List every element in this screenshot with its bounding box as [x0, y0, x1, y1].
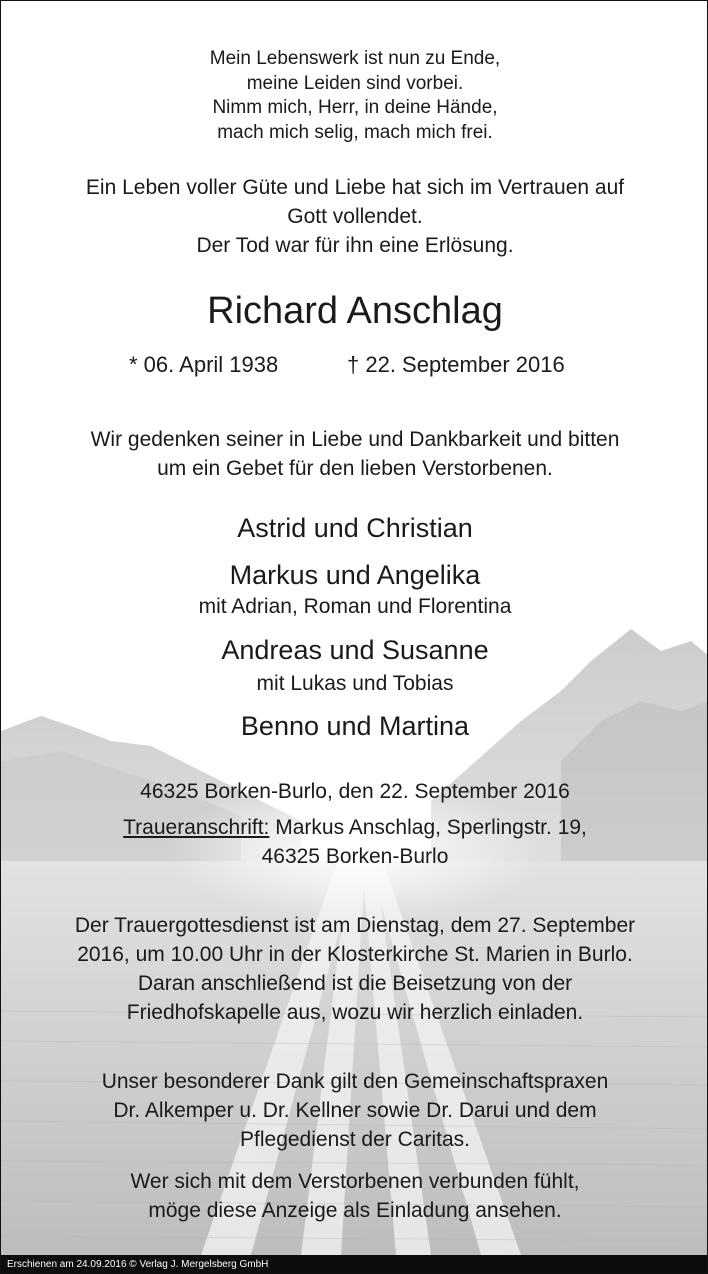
service-line: Friedhofskapelle aus, wozu wir herzlich einladen.	[126, 1001, 584, 1024]
mourning-address	[1, 813, 708, 871]
intro-line: Ein Leben voller Güte und Liebe hat sich im Vertrauen auf	[85, 176, 625, 199]
death-date: † 22. September 2016	[347, 352, 565, 377]
publication-footer: Erschienen am 24.09.2016 © Verlag J. Mergelsberg GmbH	[1, 1255, 708, 1274]
thanks-text	[1, 1067, 708, 1154]
address-line: Markus Anschlag, Sperlingstr. 19,	[269, 816, 587, 839]
thanks-line: Unser besonderer Dank gilt den Gemeinschaftspraxen	[101, 1070, 609, 1093]
family-member: Benno und Martina	[240, 711, 470, 741]
invitation-text	[1, 1167, 708, 1225]
service-line: Daran anschließend ist die Beisetzung von der	[137, 972, 573, 995]
address-line: 46325 Borken-Burlo	[261, 845, 449, 868]
family-children: mit Adrian, Roman und Florentina	[198, 595, 512, 618]
poem-line: mach mich selig, mach mich frei.	[217, 121, 493, 143]
poem-line: Mein Lebenswerk ist nun zu Ende,	[209, 48, 501, 69]
family-member: Markus und Angelika	[229, 560, 481, 590]
thanks-line: Pflegedienst der Caritas.	[240, 1128, 470, 1151]
invite-line: Wer sich mit dem Verstorbenen verbunden fühlt,	[130, 1170, 580, 1193]
place-date: 46325 Borken-Burlo, den 22. September 2016	[140, 780, 570, 803]
service-line: Der Trauergottesdienst ist am Dienstag, dem 27. September	[74, 914, 636, 937]
family-member: Andreas und Susanne	[221, 635, 489, 665]
family-children: mit Lukas und Tobias	[256, 672, 454, 695]
address-label: Traueranschrift:	[123, 816, 270, 839]
poem-line: meine Leiden sind vorbei.	[246, 72, 464, 94]
memory-line: um ein Gebet für den lieben Verstorbenen.	[157, 457, 553, 480]
poem-line: Nimm mich, Herr, in deine Hände,	[212, 97, 498, 118]
invite-line: möge diese Anzeige als Einladung ansehen.	[148, 1199, 562, 1222]
thanks-line: Dr. Alkemper u. Dr. Kellner sowie Dr. Darui und dem	[113, 1099, 597, 1122]
family-member: Astrid und Christian	[237, 513, 473, 543]
funeral-service-text	[1, 911, 708, 1027]
intro-line: Der Tod war für ihn eine Erlösung.	[196, 234, 514, 257]
intro-line: Gott vollendet.	[287, 205, 423, 228]
memory-line: Wir gedenken seiner in Liebe und Dankbarkeit und bitten	[90, 428, 620, 451]
intro-text	[1, 173, 708, 260]
memory-text	[1, 425, 708, 483]
poem-verse	[1, 47, 708, 145]
service-line: 2016, um 10.00 Uhr in der Klosterkirche St. Marien in Burlo.	[77, 943, 633, 966]
deceased-name: Richard Anschlag	[207, 290, 503, 332]
birth-date: * 06. April 1938	[129, 352, 279, 377]
